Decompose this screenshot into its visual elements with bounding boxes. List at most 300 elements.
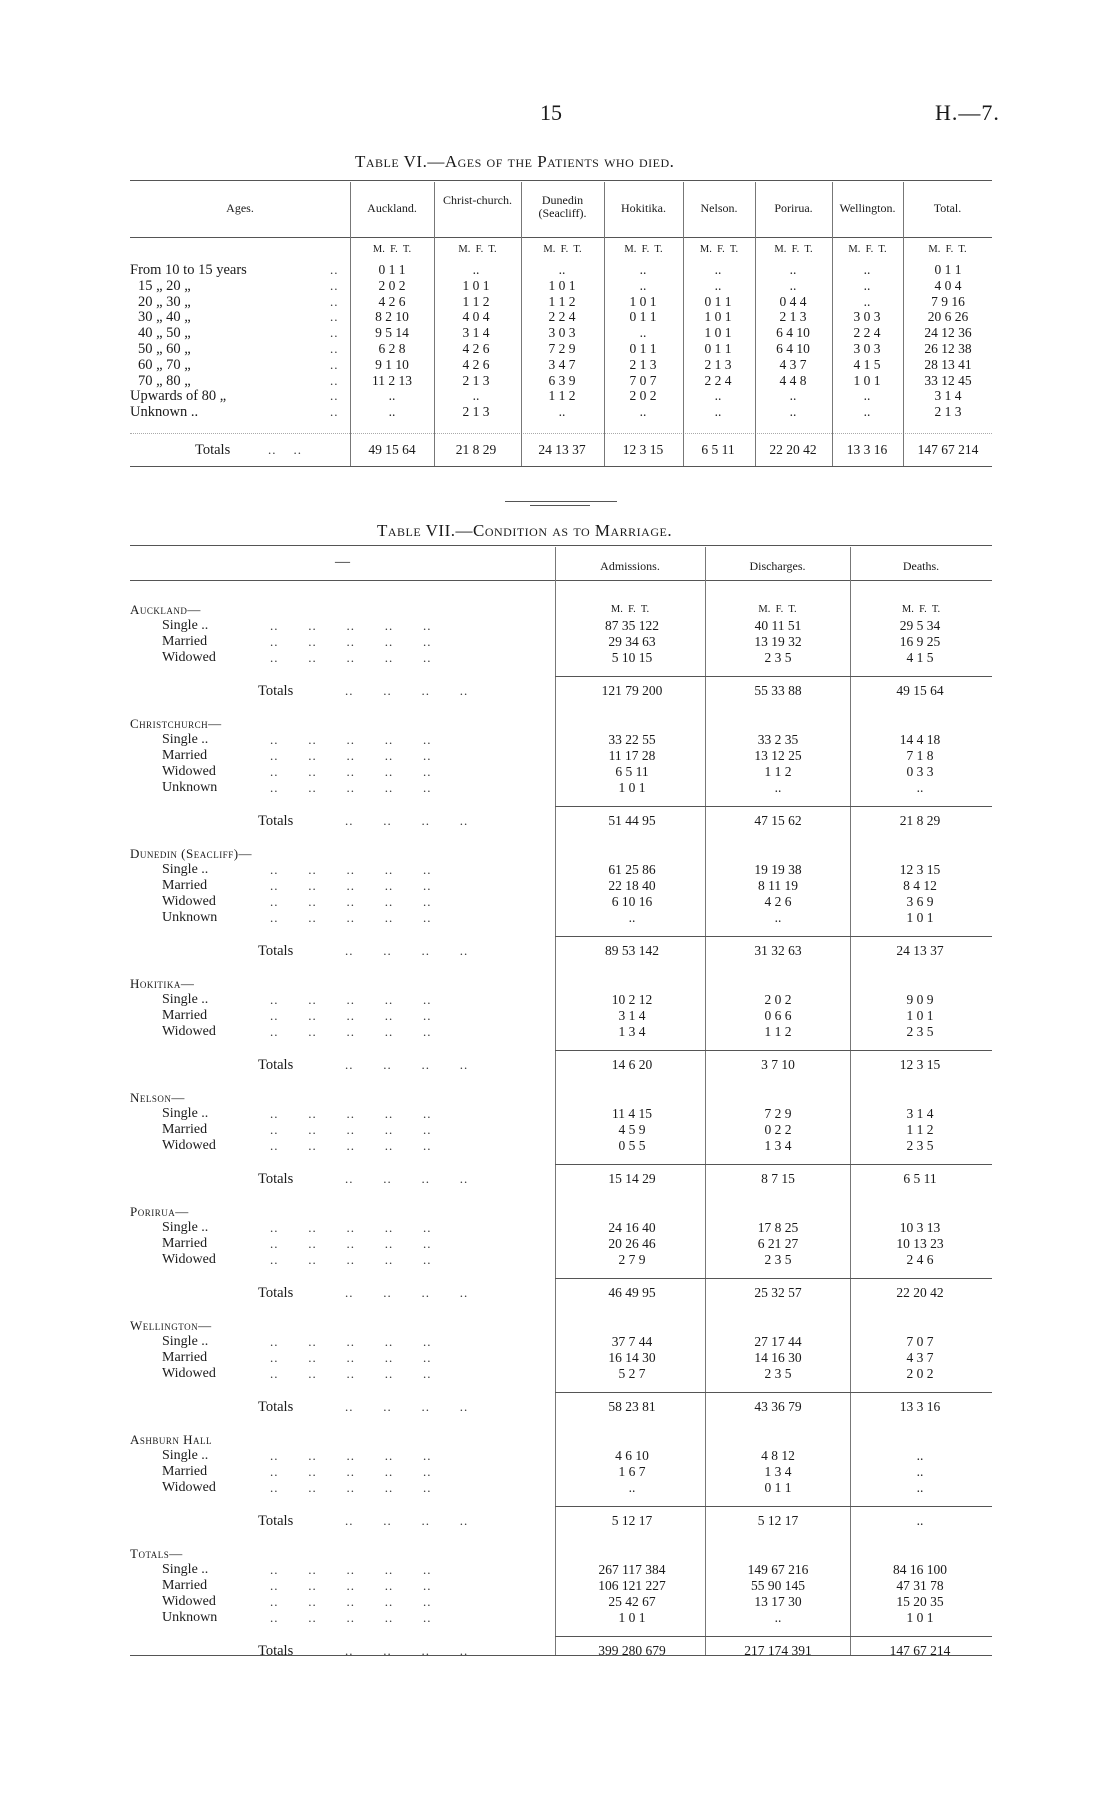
table6-cell: 4 0 4: [462, 309, 490, 325]
table6-row-label: 20 „ 30 „: [138, 293, 191, 310]
table6-district-header: Nelson.: [700, 201, 738, 215]
table7-total-cell: 14 6 20: [611, 1057, 653, 1072]
table6-cell: 3 0 3: [853, 341, 881, 356]
table7-cell: 8 4 12: [903, 878, 937, 893]
table7-cell: 8 11 19: [758, 878, 798, 893]
table7-cell: 13 12 25: [754, 748, 802, 763]
table7-leader-dots: .. .. .. .. ..: [270, 732, 432, 747]
table6-cell: 2 2 4: [548, 309, 576, 325]
table7-totals-label: Totals: [258, 1171, 294, 1187]
table7-cell: 2 3 5: [764, 1366, 792, 1381]
table6-cell: 2 1 3: [779, 309, 807, 325]
table7-cell: 13 19 32: [754, 634, 802, 649]
table7-cell: 7 2 9: [764, 1106, 792, 1121]
table7-col-header: Admissions.: [600, 559, 660, 573]
table7-total-cell: 55 33 88: [754, 683, 802, 698]
table6-cell: ..: [388, 388, 396, 404]
table7-cell: 84 16 100: [893, 1562, 947, 1577]
table7-cell: ..: [774, 780, 782, 795]
table7-leader-dots: .. .. .. .. ..: [270, 618, 432, 633]
table7-cell: 5 2 7: [618, 1366, 646, 1381]
table7-totals-rule: [555, 1164, 992, 1165]
table6-cell: ..: [639, 262, 647, 277]
table6-cell: 6 2 8: [378, 341, 406, 356]
table7-totals-label: Totals: [258, 1057, 294, 1073]
table7-cell: 4 3 7: [906, 1350, 934, 1365]
table7-cell: 24 16 40: [608, 1220, 656, 1235]
table7-col-divider: [555, 547, 556, 1655]
table7-cell: 2 3 5: [906, 1138, 934, 1153]
table6-cell: 1 0 1: [629, 293, 657, 309]
table6-leader-dots: .. ..: [268, 442, 302, 457]
table7-leader-dots: .. .. .. .. ..: [270, 1480, 432, 1495]
table6-cell: ..: [789, 388, 797, 404]
table6-cell: 4 0 4: [934, 277, 962, 293]
table7-cell: 2 3 5: [764, 1252, 792, 1267]
table6-row-label: 15 „ 20 „: [138, 277, 191, 294]
table7-cell: 10 2 12: [611, 992, 653, 1007]
table7-cell: 14 16 30: [754, 1350, 802, 1365]
table6-separator: [505, 501, 617, 502]
table6-cell: 4 2 6: [462, 356, 490, 372]
table7-cell: 7 1 8: [906, 748, 934, 763]
table7-row-label: Single ..: [162, 1106, 209, 1121]
table7-leader-dots: .. .. .. ..: [345, 1171, 469, 1186]
table6-cell: 3 0 3: [548, 325, 576, 341]
table6-cell: 3 1 4: [462, 325, 490, 341]
table7-cell: 0 5 5: [618, 1138, 646, 1153]
table6-cell: 0 1 1: [934, 262, 962, 277]
table7-total-cell: 22 20 42: [896, 1285, 944, 1300]
table7-cell: ..: [628, 910, 636, 925]
table7-leader-dots: .. .. .. .. ..: [270, 1220, 432, 1235]
table7-total-cell: 49 15 64: [896, 683, 944, 698]
table6-ages-header: Ages.: [226, 201, 254, 215]
table7-cell: 2 0 2: [906, 1366, 934, 1381]
table7-totals-label: Totals: [258, 1399, 294, 1415]
table7-cell: 4 5 9: [618, 1122, 646, 1137]
table7-row-label: Married: [162, 748, 208, 763]
table7-cell: 33 22 55: [608, 732, 656, 747]
table7-row-label: Widowed: [162, 1594, 216, 1609]
table6-cell: ..: [714, 388, 722, 404]
table7-row-label: Unknown: [162, 910, 218, 925]
table7-total-cell: 399 280 679: [598, 1643, 666, 1658]
table7-cell: 6 10 16: [611, 894, 653, 909]
table6-row-label: From 10 to 15 years: [130, 262, 247, 278]
table7-row-label: Married: [162, 634, 208, 649]
table7-leader-dots: .. .. .. .. ..: [270, 1594, 432, 1609]
table7-cell: 4 2 6: [764, 894, 792, 909]
table7-cell: 1 0 1: [906, 910, 934, 925]
table7-cell: 1 0 1: [906, 1610, 934, 1625]
table6-row-label: Upwards of 80 „: [130, 388, 227, 405]
table7-row-label: Married: [162, 1464, 208, 1479]
table7-totals-rule: [555, 1636, 992, 1637]
table7-cell: 267 117 384: [598, 1562, 666, 1577]
table6-cell: 1 1 2: [548, 293, 576, 309]
table7-total-cell: 6 5 11: [903, 1171, 937, 1186]
table7-total-cell: 13 3 16: [899, 1399, 941, 1414]
table6-title: [355, 152, 674, 172]
table7-leader-dots: .. .. .. .. ..: [270, 1024, 432, 1039]
table6-cell: 2 2 4: [853, 325, 881, 341]
table6-row-label: Unknown ..: [130, 404, 199, 421]
table6-cell: 7 9 16: [931, 293, 965, 309]
table6-title-prefix: Table VI.—: [355, 152, 445, 171]
table7-row-label: Widowed: [162, 764, 216, 779]
table7-total-cell: 43 36 79: [754, 1399, 802, 1414]
table7-cell: 2 4 6: [906, 1252, 934, 1267]
table7-leader-dots: .. .. .. .. ..: [270, 1106, 432, 1121]
table6-cell: 24 12 36: [924, 325, 972, 341]
table7-totals-rule: [555, 1506, 992, 1507]
table7-leader-dots: .. .. .. .. ..: [270, 1464, 432, 1479]
table7-totals-label: Totals: [258, 943, 294, 959]
table6-cell: 0 1 1: [629, 309, 657, 325]
table6-cell: ..: [714, 277, 722, 293]
table6-leader-dots: ..: [330, 356, 339, 372]
table7-row-label: Single ..: [162, 1562, 209, 1577]
table7-cell: 0 1 1: [764, 1480, 792, 1495]
table7-row-label: Married: [162, 878, 208, 893]
table7-totals-rule: [555, 1278, 992, 1279]
table7-leader-dots: .. .. .. .. ..: [270, 650, 432, 665]
table7-total-cell: 46 49 95: [608, 1285, 656, 1300]
table7-cell: 3 1 4: [618, 1008, 646, 1023]
table7-row-label: Widowed: [162, 650, 216, 665]
table7-totals-label: Totals: [258, 1643, 294, 1659]
table7-leader-dots: .. .. .. .. ..: [270, 1008, 432, 1023]
table7-row-label: Single ..: [162, 1220, 209, 1235]
table7-cell: 47 31 78: [896, 1578, 944, 1593]
table6-mft-header: M. F. T.: [543, 244, 582, 255]
table6-cell: ..: [714, 404, 722, 420]
table7-cell: 55 90 145: [751, 1578, 805, 1593]
table7-section-heading: Wellington—: [130, 1318, 212, 1333]
table6-mft-header: M. F. T.: [624, 244, 663, 255]
table6-cell: 33 12 45: [924, 372, 972, 388]
table7-cell: ..: [628, 1480, 636, 1495]
table7-cell: 10 13 23: [896, 1236, 944, 1251]
table7-row-label: Widowed: [162, 894, 216, 909]
table7-cell: ..: [916, 1480, 924, 1495]
table6-cell: 0 1 1: [704, 293, 732, 309]
table6-district-header: Christ-church.: [443, 193, 512, 207]
table7-total-cell: 24 13 37: [896, 943, 944, 958]
table7-total-cell: 25 32 57: [754, 1285, 802, 1300]
table7-leader-dots: .. .. .. .. ..: [270, 748, 432, 763]
table7-cell: 4 8 12: [761, 1448, 795, 1463]
table7-cell: 29 5 34: [899, 618, 941, 633]
table7-cell: 1 1 2: [906, 1122, 934, 1137]
table6-cell: 1 0 1: [853, 372, 881, 388]
table7-cell: 29 34 63: [608, 634, 656, 649]
page-number: 15: [540, 100, 562, 125]
table6-cell: 3 4 7: [548, 356, 576, 372]
table6-cell: 1 0 1: [704, 309, 732, 325]
table6-total-cell: 22 20 42: [769, 442, 817, 457]
table6-cell: ..: [789, 404, 797, 420]
table7-cell: ..: [916, 1448, 924, 1463]
table7-row-label: Widowed: [162, 1252, 216, 1267]
table7-leader-dots: .. .. .. ..: [345, 943, 469, 958]
table6-col-divider: [350, 182, 351, 466]
table7-cell: 2 3 5: [764, 650, 792, 665]
table7-cell: 1 6 7: [618, 1464, 646, 1479]
table6-cell: 3 0 3: [853, 309, 881, 325]
table7-cell: 5 10 15: [611, 650, 653, 665]
table7-leader-dots: .. .. .. .. ..: [270, 878, 432, 893]
table7-cell: 1 3 4: [764, 1138, 792, 1153]
table6-cell: ..: [388, 404, 396, 420]
table6-mft-header: M. F. T.: [848, 244, 887, 255]
table7-cell: 19 19 38: [754, 862, 802, 877]
table7-leader-dots: .. .. .. .. ..: [270, 1610, 432, 1625]
table6-cell: ..: [472, 388, 480, 404]
table6-cell: 1 0 1: [704, 325, 732, 341]
table7-leader-dots: .. .. .. ..: [345, 1057, 469, 1072]
table6-cell: 4 3 7: [779, 356, 807, 372]
table7-leader-dots: .. .. .. .. ..: [270, 1252, 432, 1267]
table7-row-label: Single ..: [162, 618, 209, 633]
table7-cell: 6 21 27: [757, 1236, 799, 1251]
table6-leader-dots: ..: [330, 404, 339, 420]
table6-leader-dots: ..: [330, 388, 339, 404]
table7-total-cell: ..: [916, 1513, 924, 1528]
page-reference: H.—7.: [935, 100, 1000, 125]
table7-totals-label: Totals: [258, 813, 294, 829]
table7-row-label: Married: [162, 1350, 208, 1365]
table7-cell: ..: [916, 1464, 924, 1479]
table7-dash-header: —: [335, 554, 350, 570]
table7-leader-dots: .. .. .. .. ..: [270, 1236, 432, 1251]
table7-section-heading: Dunedin (Seacliff)—: [130, 846, 253, 861]
table6-cell: ..: [863, 388, 871, 404]
table7-cell: 1 0 1: [906, 1008, 934, 1023]
table6-mft-header: M. F. T.: [458, 244, 497, 255]
table7-total-cell: 217 174 391: [744, 1643, 812, 1658]
table7-row-label: Single ..: [162, 1448, 209, 1463]
table7-cell: 1 1 2: [764, 1024, 792, 1039]
table7-cell: 3 6 9: [906, 894, 934, 909]
table6-cell: 0 1 1: [378, 262, 406, 277]
table7-section-heading: Porirua—: [130, 1204, 189, 1219]
table7-cell: 1 0 1: [618, 780, 646, 795]
table6-cell: 7 0 7: [629, 372, 657, 388]
table6-cell: 7 2 9: [548, 341, 576, 356]
table6-cell: 0 1 1: [704, 341, 732, 356]
table7-row-label: Married: [162, 1236, 208, 1251]
table7-cell: 11 17 28: [608, 748, 656, 763]
table7-cell: 17 8 25: [757, 1220, 799, 1235]
table7-section-heading: Christchurch—: [130, 716, 222, 731]
table7-row-label: Widowed: [162, 1024, 216, 1039]
table6-cell: 26 12 38: [924, 341, 972, 356]
table7-row-label: Widowed: [162, 1480, 216, 1495]
table7-leader-dots: .. .. .. .. ..: [270, 1448, 432, 1463]
table7-cell: 11 4 15: [612, 1106, 652, 1121]
table6-cell: ..: [789, 277, 797, 293]
table7-row-label: Widowed: [162, 1366, 216, 1381]
table7-cell: 33 2 35: [757, 732, 799, 747]
table6-leader-dots: ..: [330, 325, 339, 341]
table7-leader-dots: .. .. .. .. ..: [270, 1122, 432, 1137]
table6-total-cell: 49 15 64: [368, 442, 416, 457]
table7-leader-dots: .. .. .. .. ..: [270, 1350, 432, 1365]
table7-cell: 2 7 9: [618, 1252, 646, 1267]
table7-cell: 13 17 30: [754, 1594, 802, 1609]
table7-total-cell: 15 14 29: [608, 1171, 656, 1186]
table7-row-label: Married: [162, 1122, 208, 1137]
table6-leader-dots: ..: [330, 262, 339, 277]
table6-total-cell: 147 67 214: [917, 442, 979, 457]
table6-cell: 0 4 4: [779, 293, 807, 309]
table7-total-cell: 21 8 29: [899, 813, 941, 828]
table7-total-cell: 5 12 17: [757, 1513, 799, 1528]
table7-cell: ..: [774, 910, 782, 925]
table7-cell: 1 1 2: [764, 764, 792, 779]
table6-totals-label: Totals: [195, 442, 231, 458]
table7-totals-label: Totals: [258, 1285, 294, 1301]
table6-cell: ..: [714, 262, 722, 277]
table6-separator-2: [530, 505, 590, 506]
table7-totals-label: Totals: [258, 1513, 294, 1529]
table7-leader-dots: .. .. .. .. ..: [270, 764, 432, 779]
table6-cell: ..: [639, 325, 647, 341]
table7-title-prefix: Table VII.—: [377, 521, 474, 540]
table7-totals-rule: [555, 936, 992, 937]
table6-cell: 2 1 3: [934, 404, 962, 420]
table6-cell: 6 4 10: [776, 325, 810, 341]
table6-cell: 28 13 41: [924, 356, 972, 372]
table6-cell: ..: [639, 404, 647, 420]
table7-leader-dots: .. .. .. ..: [345, 1399, 469, 1414]
table7-leader-dots: .. .. .. .. ..: [270, 1334, 432, 1349]
table7-leader-dots: .. .. .. ..: [345, 683, 469, 698]
table7-total-cell: 8 7 15: [761, 1171, 795, 1186]
table7-row-label: Widowed: [162, 1138, 216, 1153]
table7-totals-rule: [555, 1050, 992, 1051]
table6-district-header: Hokitika.: [621, 201, 666, 215]
table7-leader-dots: .. .. .. ..: [345, 813, 469, 828]
table6-cell: 4 2 6: [462, 341, 490, 356]
table7-leader-dots: .. .. .. .. ..: [270, 894, 432, 909]
table6-leader-dots: ..: [330, 309, 339, 325]
table7-row-label: Unknown: [162, 780, 218, 795]
table7-leader-dots: .. .. .. ..: [345, 1513, 469, 1528]
table7-title-main: Condition as to Marriage.: [473, 521, 673, 540]
table7-cell: 14 4 18: [899, 732, 941, 747]
table6-total-cell: 6 5 11: [701, 442, 735, 457]
table6-row-label: 60 „ 70 „: [138, 356, 191, 373]
table7-cell: 3 1 4: [906, 1106, 934, 1121]
table7-row-label: Single ..: [162, 862, 209, 877]
table7-cell: 0 2 2: [764, 1122, 792, 1137]
table7-total-cell: 31 32 63: [754, 943, 802, 958]
table6-cell: 2 1 3: [462, 404, 490, 420]
table7-cell: 2 3 5: [906, 1024, 934, 1039]
table6-leader-dots: ..: [330, 372, 339, 388]
table6-cell: 4 2 6: [378, 293, 406, 309]
table6-cell: ..: [789, 262, 797, 277]
table7-cell: ..: [774, 1610, 782, 1625]
table6-cell: 1 0 1: [462, 277, 490, 293]
table7-leader-dots: .. .. .. .. ..: [270, 1366, 432, 1381]
table6-cell: ..: [639, 277, 647, 293]
table6-leader-dots: ..: [330, 293, 339, 309]
table6-total-cell: 13 3 16: [846, 442, 888, 457]
table6-mft-header: M. F. T.: [774, 244, 813, 255]
table7-cell: 106 121 227: [598, 1578, 666, 1593]
table7-col-header: Deaths.: [902, 559, 940, 573]
table7-section-heading: Nelson—: [130, 1090, 185, 1105]
table7-cell: 16 14 30: [608, 1350, 656, 1365]
table7-section-heading: Auckland—: [130, 602, 201, 617]
table6-cell: 6 3 9: [548, 372, 576, 388]
table7-total-cell: 121 79 200: [601, 683, 663, 698]
table7-leader-dots: .. .. .. .. ..: [270, 780, 432, 795]
table7-cell: 61 25 86: [608, 862, 656, 877]
table6-cell: ..: [863, 404, 871, 420]
table7-total-cell: 5 12 17: [611, 1513, 653, 1528]
table7-cell: ..: [916, 780, 924, 795]
table7-section-heading: Ashburn Hall: [130, 1432, 213, 1447]
table7-cell: 4 6 10: [615, 1448, 649, 1463]
table7-mft-header: M. F. T.: [901, 604, 941, 615]
table6-mft-header: M. F. T.: [699, 244, 739, 255]
table6-district-header: Dunedin (Seacliff).: [538, 193, 587, 220]
table7-cell: 10 3 13: [899, 1220, 941, 1235]
table7-total-cell: 12 3 15: [899, 1057, 941, 1072]
table7-cell: 87 35 122: [605, 618, 659, 633]
table6-cell: 8 2 10: [375, 309, 409, 325]
table6-total-cell: 24 13 37: [538, 442, 586, 457]
table7-header-rule: [130, 580, 992, 581]
table7-total-cell: 3 7 10: [761, 1057, 795, 1072]
table7-cell: 1 3 4: [764, 1464, 792, 1479]
table7-cell: 0 6 6: [764, 1008, 792, 1023]
table7-cell: 40 11 51: [754, 618, 802, 633]
table7-leader-dots: .. .. .. ..: [345, 1285, 469, 1300]
table6-cell: ..: [863, 277, 871, 293]
table7-top-rule: [130, 545, 992, 546]
table6-cell: 2 0 2: [629, 388, 657, 404]
table7-cell: 37 7 44: [611, 1334, 653, 1349]
table7-totals-label: Totals: [258, 683, 294, 699]
table6-cell: 11 2 13: [372, 372, 412, 388]
table6-cell: ..: [558, 262, 566, 277]
table6-mft-header: M. F. T.: [928, 244, 967, 255]
table6-district-header: Wellington.: [839, 201, 896, 215]
table6-bottom-rule: [130, 466, 992, 467]
table6-cell: 9 5 14: [375, 325, 409, 341]
table7-totals-rule: [555, 676, 992, 677]
table7-col-divider: [850, 547, 851, 1655]
table7-leader-dots: .. .. .. .. ..: [270, 992, 432, 1007]
table6-col-divider: [434, 182, 435, 466]
table7-row-label: Married: [162, 1008, 208, 1023]
table6-cell: 6 4 10: [776, 341, 810, 356]
table6-cell: 9 1 10: [375, 356, 409, 372]
table6-cell: 4 1 5: [853, 356, 881, 372]
table6-cell: 1 0 1: [548, 277, 576, 293]
table6-district-header: Auckland.: [367, 201, 417, 215]
table6-leader-dots: ..: [330, 277, 339, 293]
table7-leader-dots: .. .. .. .. ..: [270, 910, 432, 925]
table7-cell: 9 0 9: [906, 992, 934, 1007]
table7-leader-dots: .. .. .. .. ..: [270, 634, 432, 649]
